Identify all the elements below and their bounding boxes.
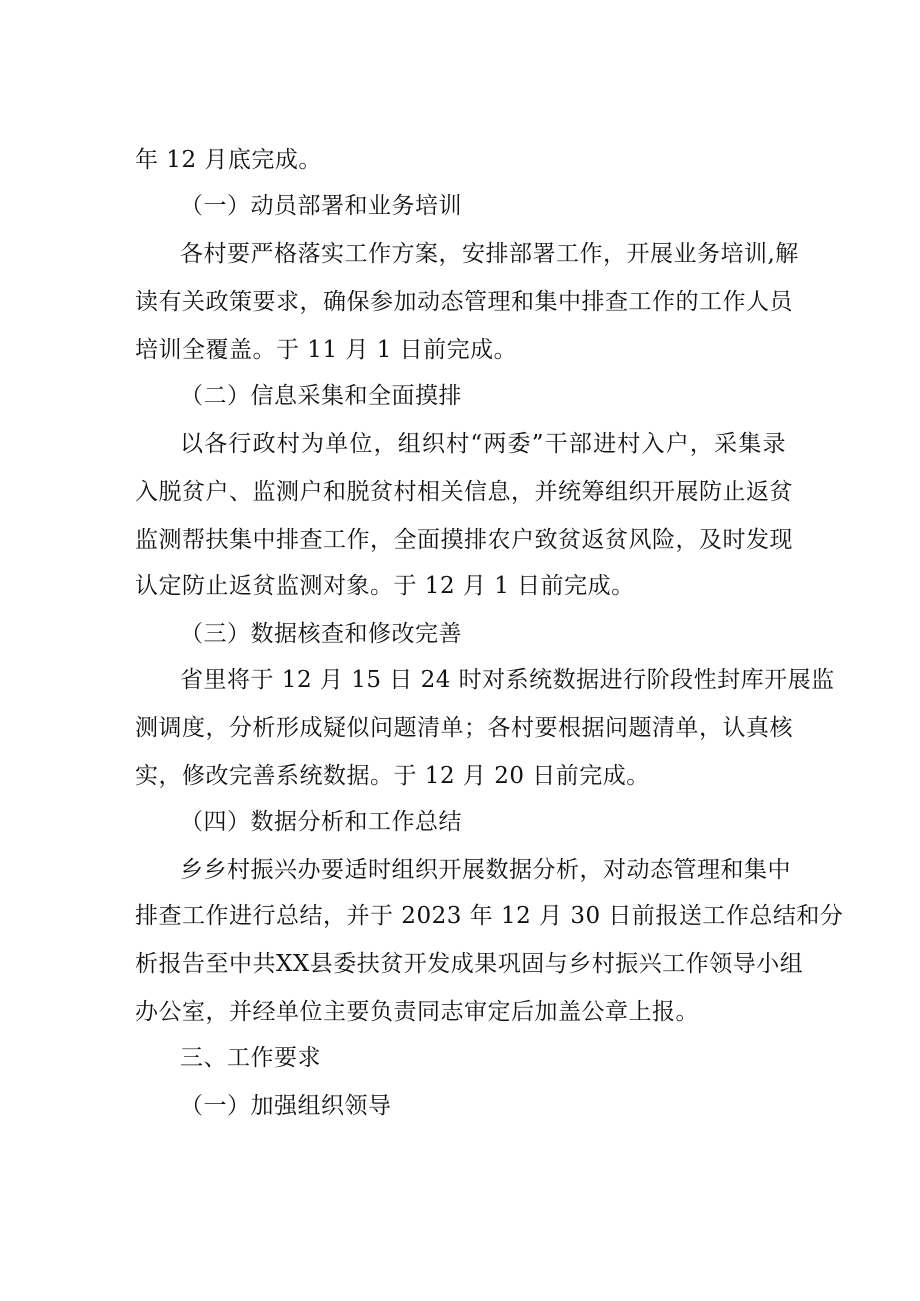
paragraph-line: 以各行政村为单位，组织村“两委”干部进村入户，采集录 xyxy=(180,431,786,457)
paragraph-line: 各村要严格落实工作方案，安排部署工作，开展业务培训,解 xyxy=(180,241,799,267)
section-heading: （三）数据核查和修改完善 xyxy=(180,621,462,647)
paragraph-line: 测调度，分析形成疑似问题清单；各村要根据问题清单，认真核 xyxy=(135,715,793,741)
paragraph-line: 排查工作进行总结，并于 2023 年 12 月 30 日前报送工作总结和分 xyxy=(135,903,844,929)
paragraph-line: 年 12 月底完成。 xyxy=(135,147,322,173)
paragraph-line: 实，修改完善系统数据。于 12 月 20 日前完成。 xyxy=(135,763,650,789)
chapter-heading: 三、工作要求 xyxy=(180,1045,321,1071)
section-heading: （一）加强组织领导 xyxy=(180,1093,392,1119)
section-heading: （一）动员部署和业务培训 xyxy=(180,193,462,219)
paragraph-line: 培训全覆盖。于 11 月 1 日前完成。 xyxy=(135,337,518,363)
paragraph-line: 读有关政策要求，确保参加动态管理和集中排查工作的工作人员 xyxy=(135,289,793,315)
paragraph-line: 认定防止返贫监测对象。于 12 月 1 日前完成。 xyxy=(135,573,635,599)
paragraph-line: 析报告至中共XX县委扶贫开发成果巩固与乡村振兴工作领导小组 xyxy=(135,951,804,977)
paragraph-line: 入脱贫户、监测户和脱贫村相关信息，并统筹组织开展防止返贫 xyxy=(135,479,793,505)
section-heading: （二）信息采集和全面摸排 xyxy=(180,383,462,409)
paragraph-line: 办公室，并经单位主要负责同志审定后加盖公章上报。 xyxy=(135,999,699,1025)
paragraph-line: 乡乡村振兴办要适时组织开展数据分析，对动态管理和集中 xyxy=(180,857,791,883)
paragraph-line: 省里将于 12 月 15 日 24 时对系统数据进行阶段性封库开展监 xyxy=(180,667,835,693)
section-heading: （四）数据分析和工作总结 xyxy=(180,809,462,835)
paragraph-line: 监测帮扶集中排查工作，全面摸排农户致贫返贫风险，及时发现 xyxy=(135,527,793,553)
